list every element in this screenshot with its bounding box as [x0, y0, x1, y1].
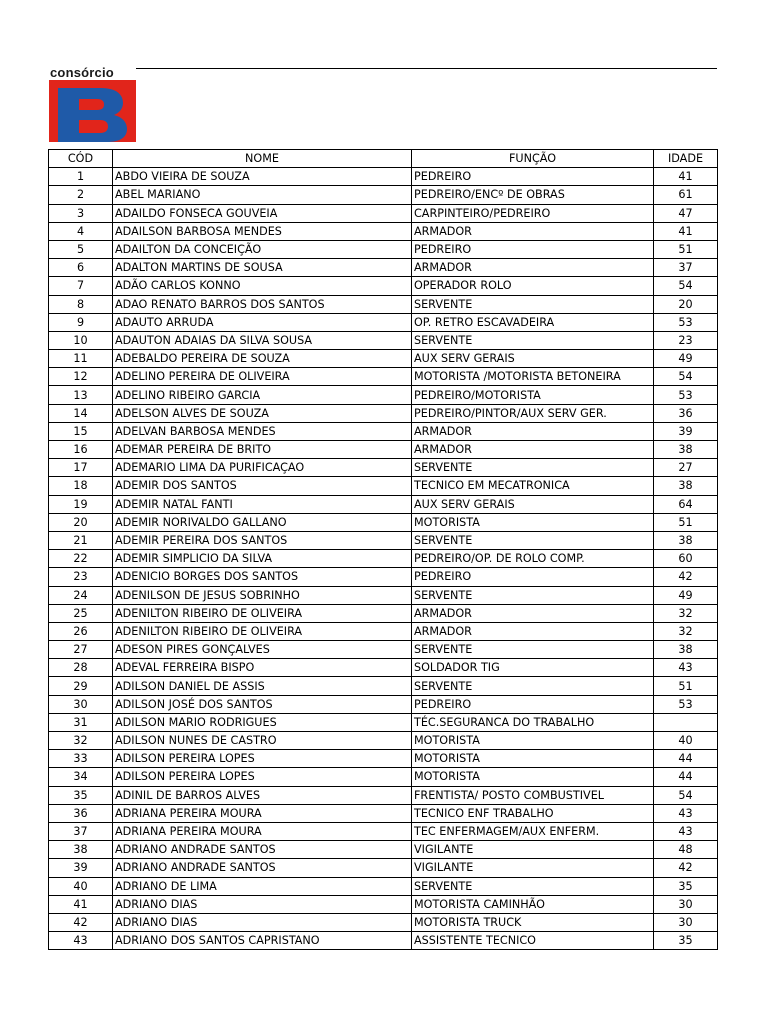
table-row	[49, 441, 718, 459]
cell-funcao: ARMADOR	[412, 222, 654, 240]
cell-idade: 43	[654, 822, 718, 840]
cell-funcao: OP. RETRO ESCAVADEIRA	[412, 313, 654, 331]
cell-nome: ADEMARIO LIMA DA PURIFICAÇAO	[113, 459, 412, 477]
cell-idade: 54	[654, 277, 718, 295]
cell-funcao: PEDREIRO	[412, 695, 654, 713]
cell-nome: ADRIANO DIAS	[113, 913, 412, 931]
cell-idade: 35	[654, 932, 718, 950]
cell-cod: 2	[49, 186, 113, 204]
table-row	[49, 786, 718, 804]
cell-nome: ADAILSON BARBOSA MENDES	[113, 222, 412, 240]
cell-cod: 5	[49, 240, 113, 258]
cell-nome: ADEMIR SIMPLICIO DA SILVA	[113, 550, 412, 568]
cell-funcao: ARMADOR	[412, 604, 654, 622]
cell-idade: 54	[654, 368, 718, 386]
cell-funcao: SERVENTE	[412, 331, 654, 349]
cell-cod: 25	[49, 604, 113, 622]
cell-idade: 54	[654, 786, 718, 804]
cell-funcao: MOTORISTA CAMINHÃO	[412, 895, 654, 913]
cell-cod: 38	[49, 841, 113, 859]
cell-idade: 23	[654, 331, 718, 349]
cell-funcao: ARMADOR	[412, 622, 654, 640]
cell-funcao: FRENTISTA/ POSTO COMBUSTIVEL	[412, 786, 654, 804]
cell-funcao: MOTORISTA /MOTORISTA BETONEIRA	[412, 368, 654, 386]
cell-cod: 42	[49, 913, 113, 931]
cell-funcao: MOTORISTA TRUCK	[412, 913, 654, 931]
cell-idade: 51	[654, 677, 718, 695]
consorcio-b-logo	[49, 80, 136, 142]
cell-nome: ADILSON DANIEL DE ASSIS	[113, 677, 412, 695]
cell-nome: ADAILDO FONSECA GOUVEIA	[113, 204, 412, 222]
cell-idade: 38	[654, 477, 718, 495]
cell-cod: 17	[49, 459, 113, 477]
cell-nome: ADÃO CARLOS KONNO	[113, 277, 412, 295]
cell-idade: 53	[654, 313, 718, 331]
cell-funcao: SERVENTE	[412, 641, 654, 659]
cell-cod: 40	[49, 877, 113, 895]
cell-idade: 43	[654, 804, 718, 822]
cell-cod: 32	[49, 732, 113, 750]
cell-idade: 30	[654, 913, 718, 931]
table-row	[49, 295, 718, 313]
cell-nome: ADEMAR PEREIRA DE BRITO	[113, 441, 412, 459]
header-cod: CÓD	[49, 150, 113, 168]
cell-cod: 14	[49, 404, 113, 422]
cell-funcao: SERVENTE	[412, 531, 654, 549]
cell-cod: 35	[49, 786, 113, 804]
cell-cod: 26	[49, 622, 113, 640]
cell-cod: 23	[49, 568, 113, 586]
table-row	[49, 913, 718, 931]
cell-cod: 41	[49, 895, 113, 913]
cell-funcao: PEDREIRO/PINTOR/AUX SERV GER.	[412, 404, 654, 422]
cell-nome: ADELSON ALVES DE SOUZA	[113, 404, 412, 422]
cell-funcao: VIGILANTE	[412, 859, 654, 877]
cell-nome: ADILSON MARIO RODRIGUES	[113, 713, 412, 731]
cell-idade: 38	[654, 641, 718, 659]
cell-nome: ADRIANO ANDRADE SANTOS	[113, 841, 412, 859]
cell-cod: 8	[49, 295, 113, 313]
table-row	[49, 895, 718, 913]
table-row	[49, 422, 718, 440]
cell-funcao: ARMADOR	[412, 422, 654, 440]
cell-cod: 19	[49, 495, 113, 513]
cell-funcao: SERVENTE	[412, 459, 654, 477]
cell-cod: 28	[49, 659, 113, 677]
cell-funcao: AUX SERV GERAIS	[412, 350, 654, 368]
cell-cod: 12	[49, 368, 113, 386]
cell-cod: 9	[49, 313, 113, 331]
cell-idade: 41	[654, 222, 718, 240]
cell-nome: ADILSON PEREIRA LOPES	[113, 768, 412, 786]
table-row	[49, 168, 718, 186]
cell-nome: ADELINO PEREIRA DE OLIVEIRA	[113, 368, 412, 386]
cell-nome: ADAUTO ARRUDA	[113, 313, 412, 331]
cell-idade: 51	[654, 513, 718, 531]
cell-nome: ADEMIR NATAL FANTI	[113, 495, 412, 513]
cell-nome: ADAUTON ADAIAS DA SILVA SOUSA	[113, 331, 412, 349]
employee-table	[48, 149, 718, 950]
cell-idade: 39	[654, 422, 718, 440]
cell-nome: ADENILTON RIBEIRO DE OLIVEIRA	[113, 622, 412, 640]
cell-nome: ADELVAN BARBOSA MENDES	[113, 422, 412, 440]
cell-idade: 64	[654, 495, 718, 513]
cell-nome: ADELINO RIBEIRO GARCIA	[113, 386, 412, 404]
cell-funcao: CARPINTEIRO/PEDREIRO	[412, 204, 654, 222]
cell-cod: 22	[49, 550, 113, 568]
table-row	[49, 604, 718, 622]
cell-funcao: TÉC.SEGURANCA DO TRABALHO	[412, 713, 654, 731]
cell-funcao: VIGILANTE	[412, 841, 654, 859]
cell-nome: ABDO VIEIRA DE SOUZA	[113, 168, 412, 186]
cell-cod: 21	[49, 531, 113, 549]
cell-nome: ADRIANA PEREIRA MOURA	[113, 804, 412, 822]
table-row	[49, 568, 718, 586]
table-row	[49, 732, 718, 750]
cell-funcao: OPERADOR ROLO	[412, 277, 654, 295]
cell-nome: ADESON PIRES GONÇALVES	[113, 641, 412, 659]
cell-cod: 43	[49, 932, 113, 950]
cell-funcao: TECNICO ENF TRABALHO	[412, 804, 654, 822]
cell-nome: ADRIANA PEREIRA MOURA	[113, 822, 412, 840]
table-row	[49, 877, 718, 895]
table-header-row	[49, 150, 718, 168]
table-row	[49, 459, 718, 477]
cell-nome: ADEVAL FERREIRA BISPO	[113, 659, 412, 677]
cell-nome: ADALTON MARTINS DE SOUSA	[113, 259, 412, 277]
cell-idade: 20	[654, 295, 718, 313]
cell-cod: 33	[49, 750, 113, 768]
cell-idade	[654, 713, 718, 731]
cell-funcao: SERVENTE	[412, 877, 654, 895]
cell-cod: 37	[49, 822, 113, 840]
cell-funcao: SERVENTE	[412, 677, 654, 695]
cell-nome: ADEMIR DOS SANTOS	[113, 477, 412, 495]
table-row	[49, 186, 718, 204]
cell-funcao: SERVENTE	[412, 295, 654, 313]
cell-nome: ADILSON JOSÉ DOS SANTOS	[113, 695, 412, 713]
table-row	[49, 695, 718, 713]
cell-nome: ADILSON PEREIRA LOPES	[113, 750, 412, 768]
header-nome: NOME	[113, 150, 412, 168]
cell-idade: 51	[654, 240, 718, 258]
cell-cod: 30	[49, 695, 113, 713]
table-row	[49, 550, 718, 568]
table-row	[49, 313, 718, 331]
table-row	[49, 804, 718, 822]
table-row	[49, 768, 718, 786]
cell-idade: 61	[654, 186, 718, 204]
cell-cod: 36	[49, 804, 113, 822]
table-row	[49, 386, 718, 404]
cell-idade: 35	[654, 877, 718, 895]
cell-nome: ADRIANO DIAS	[113, 895, 412, 913]
cell-cod: 27	[49, 641, 113, 659]
cell-nome: ADEMIR NORIVALDO GALLANO	[113, 513, 412, 531]
cell-cod: 39	[49, 859, 113, 877]
table-row	[49, 404, 718, 422]
header-funcao: FUNÇÃO	[412, 150, 654, 168]
table-row	[49, 659, 718, 677]
cell-funcao: PEDREIRO	[412, 568, 654, 586]
table-row	[49, 932, 718, 950]
table-row	[49, 350, 718, 368]
table-row	[49, 531, 718, 549]
table-row	[49, 477, 718, 495]
table-row	[49, 331, 718, 349]
cell-idade: 53	[654, 386, 718, 404]
cell-nome: ADENILTON RIBEIRO DE OLIVEIRA	[113, 604, 412, 622]
table-row	[49, 641, 718, 659]
table-row	[49, 259, 718, 277]
cell-funcao: PEDREIRO/OP. DE ROLO COMP.	[412, 550, 654, 568]
table-row	[49, 222, 718, 240]
table-row	[49, 277, 718, 295]
cell-nome: ADENICIO BORGES DOS SANTOS	[113, 568, 412, 586]
cell-funcao: ARMADOR	[412, 441, 654, 459]
cell-funcao: PEDREIRO/MOTORISTA	[412, 386, 654, 404]
cell-cod: 10	[49, 331, 113, 349]
cell-idade: 38	[654, 441, 718, 459]
cell-cod: 20	[49, 513, 113, 531]
cell-funcao: TEC ENFERMAGEM/AUX ENFERM.	[412, 822, 654, 840]
cell-cod: 3	[49, 204, 113, 222]
table-row	[49, 368, 718, 386]
cell-idade: 32	[654, 604, 718, 622]
cell-idade: 37	[654, 259, 718, 277]
cell-idade: 36	[654, 404, 718, 422]
cell-idade: 40	[654, 732, 718, 750]
cell-funcao: PEDREIRO	[412, 240, 654, 258]
cell-funcao: ASSISTENTE TECNICO	[412, 932, 654, 950]
cell-idade: 49	[654, 586, 718, 604]
table-row	[49, 822, 718, 840]
cell-idade: 49	[654, 350, 718, 368]
cell-cod: 7	[49, 277, 113, 295]
cell-cod: 1	[49, 168, 113, 186]
header-idade: IDADE	[654, 150, 718, 168]
table-row	[49, 240, 718, 258]
cell-cod: 16	[49, 441, 113, 459]
table-row	[49, 677, 718, 695]
table-row	[49, 622, 718, 640]
cell-nome: ADILSON NUNES DE CASTRO	[113, 732, 412, 750]
table-row	[49, 713, 718, 731]
cell-cod: 11	[49, 350, 113, 368]
cell-funcao: SERVENTE	[412, 586, 654, 604]
cell-nome: ADEBALDO PEREIRA DE SOUZA	[113, 350, 412, 368]
cell-funcao: ARMADOR	[412, 259, 654, 277]
cell-cod: 34	[49, 768, 113, 786]
cell-nome: ABEL MARIANO	[113, 186, 412, 204]
cell-idade: 42	[654, 859, 718, 877]
cell-idade: 27	[654, 459, 718, 477]
cell-funcao: TECNICO EM MECATRONICA	[412, 477, 654, 495]
cell-nome: ADRIANO DE LIMA	[113, 877, 412, 895]
cell-funcao: SOLDADOR TIG	[412, 659, 654, 677]
table-row	[49, 204, 718, 222]
cell-cod: 24	[49, 586, 113, 604]
cell-nome: ADEMIR PEREIRA DOS SANTOS	[113, 531, 412, 549]
table-row	[49, 750, 718, 768]
cell-cod: 13	[49, 386, 113, 404]
cell-idade: 43	[654, 659, 718, 677]
cell-nome: ADRIANO DOS SANTOS CAPRISTANO	[113, 932, 412, 950]
table-row	[49, 586, 718, 604]
table-row	[49, 859, 718, 877]
cell-idade: 48	[654, 841, 718, 859]
cell-funcao: MOTORISTA	[412, 732, 654, 750]
cell-cod: 15	[49, 422, 113, 440]
cell-funcao: MOTORISTA	[412, 768, 654, 786]
cell-funcao: MOTORISTA	[412, 513, 654, 531]
cell-cod: 31	[49, 713, 113, 731]
cell-cod: 6	[49, 259, 113, 277]
cell-nome: ADAILTON DA CONCEIÇÃO	[113, 240, 412, 258]
cell-idade: 30	[654, 895, 718, 913]
cell-nome: ADAO RENATO BARROS DOS SANTOS	[113, 295, 412, 313]
cell-idade: 42	[654, 568, 718, 586]
cell-idade: 47	[654, 204, 718, 222]
cell-funcao: PEDREIRO	[412, 168, 654, 186]
table-row	[49, 841, 718, 859]
cell-idade: 38	[654, 531, 718, 549]
cell-cod: 29	[49, 677, 113, 695]
cell-funcao: AUX SERV GERAIS	[412, 495, 654, 513]
cell-funcao: MOTORISTA	[412, 750, 654, 768]
table-row	[49, 513, 718, 531]
cell-idade: 41	[654, 168, 718, 186]
cell-cod: 4	[49, 222, 113, 240]
cell-nome: ADENILSON DE JESUS SOBRINHO	[113, 586, 412, 604]
cell-idade: 44	[654, 768, 718, 786]
table-row	[49, 495, 718, 513]
cell-funcao: PEDREIRO/ENCº DE OBRAS	[412, 186, 654, 204]
header-rule	[136, 68, 717, 69]
cell-idade: 32	[654, 622, 718, 640]
logo-brand-text: consórcio	[50, 65, 114, 80]
cell-idade: 44	[654, 750, 718, 768]
cell-nome: ADRIANO ANDRADE SANTOS	[113, 859, 412, 877]
cell-nome: ADINIL DE BARROS ALVES	[113, 786, 412, 804]
cell-idade: 53	[654, 695, 718, 713]
cell-idade: 60	[654, 550, 718, 568]
cell-cod: 18	[49, 477, 113, 495]
